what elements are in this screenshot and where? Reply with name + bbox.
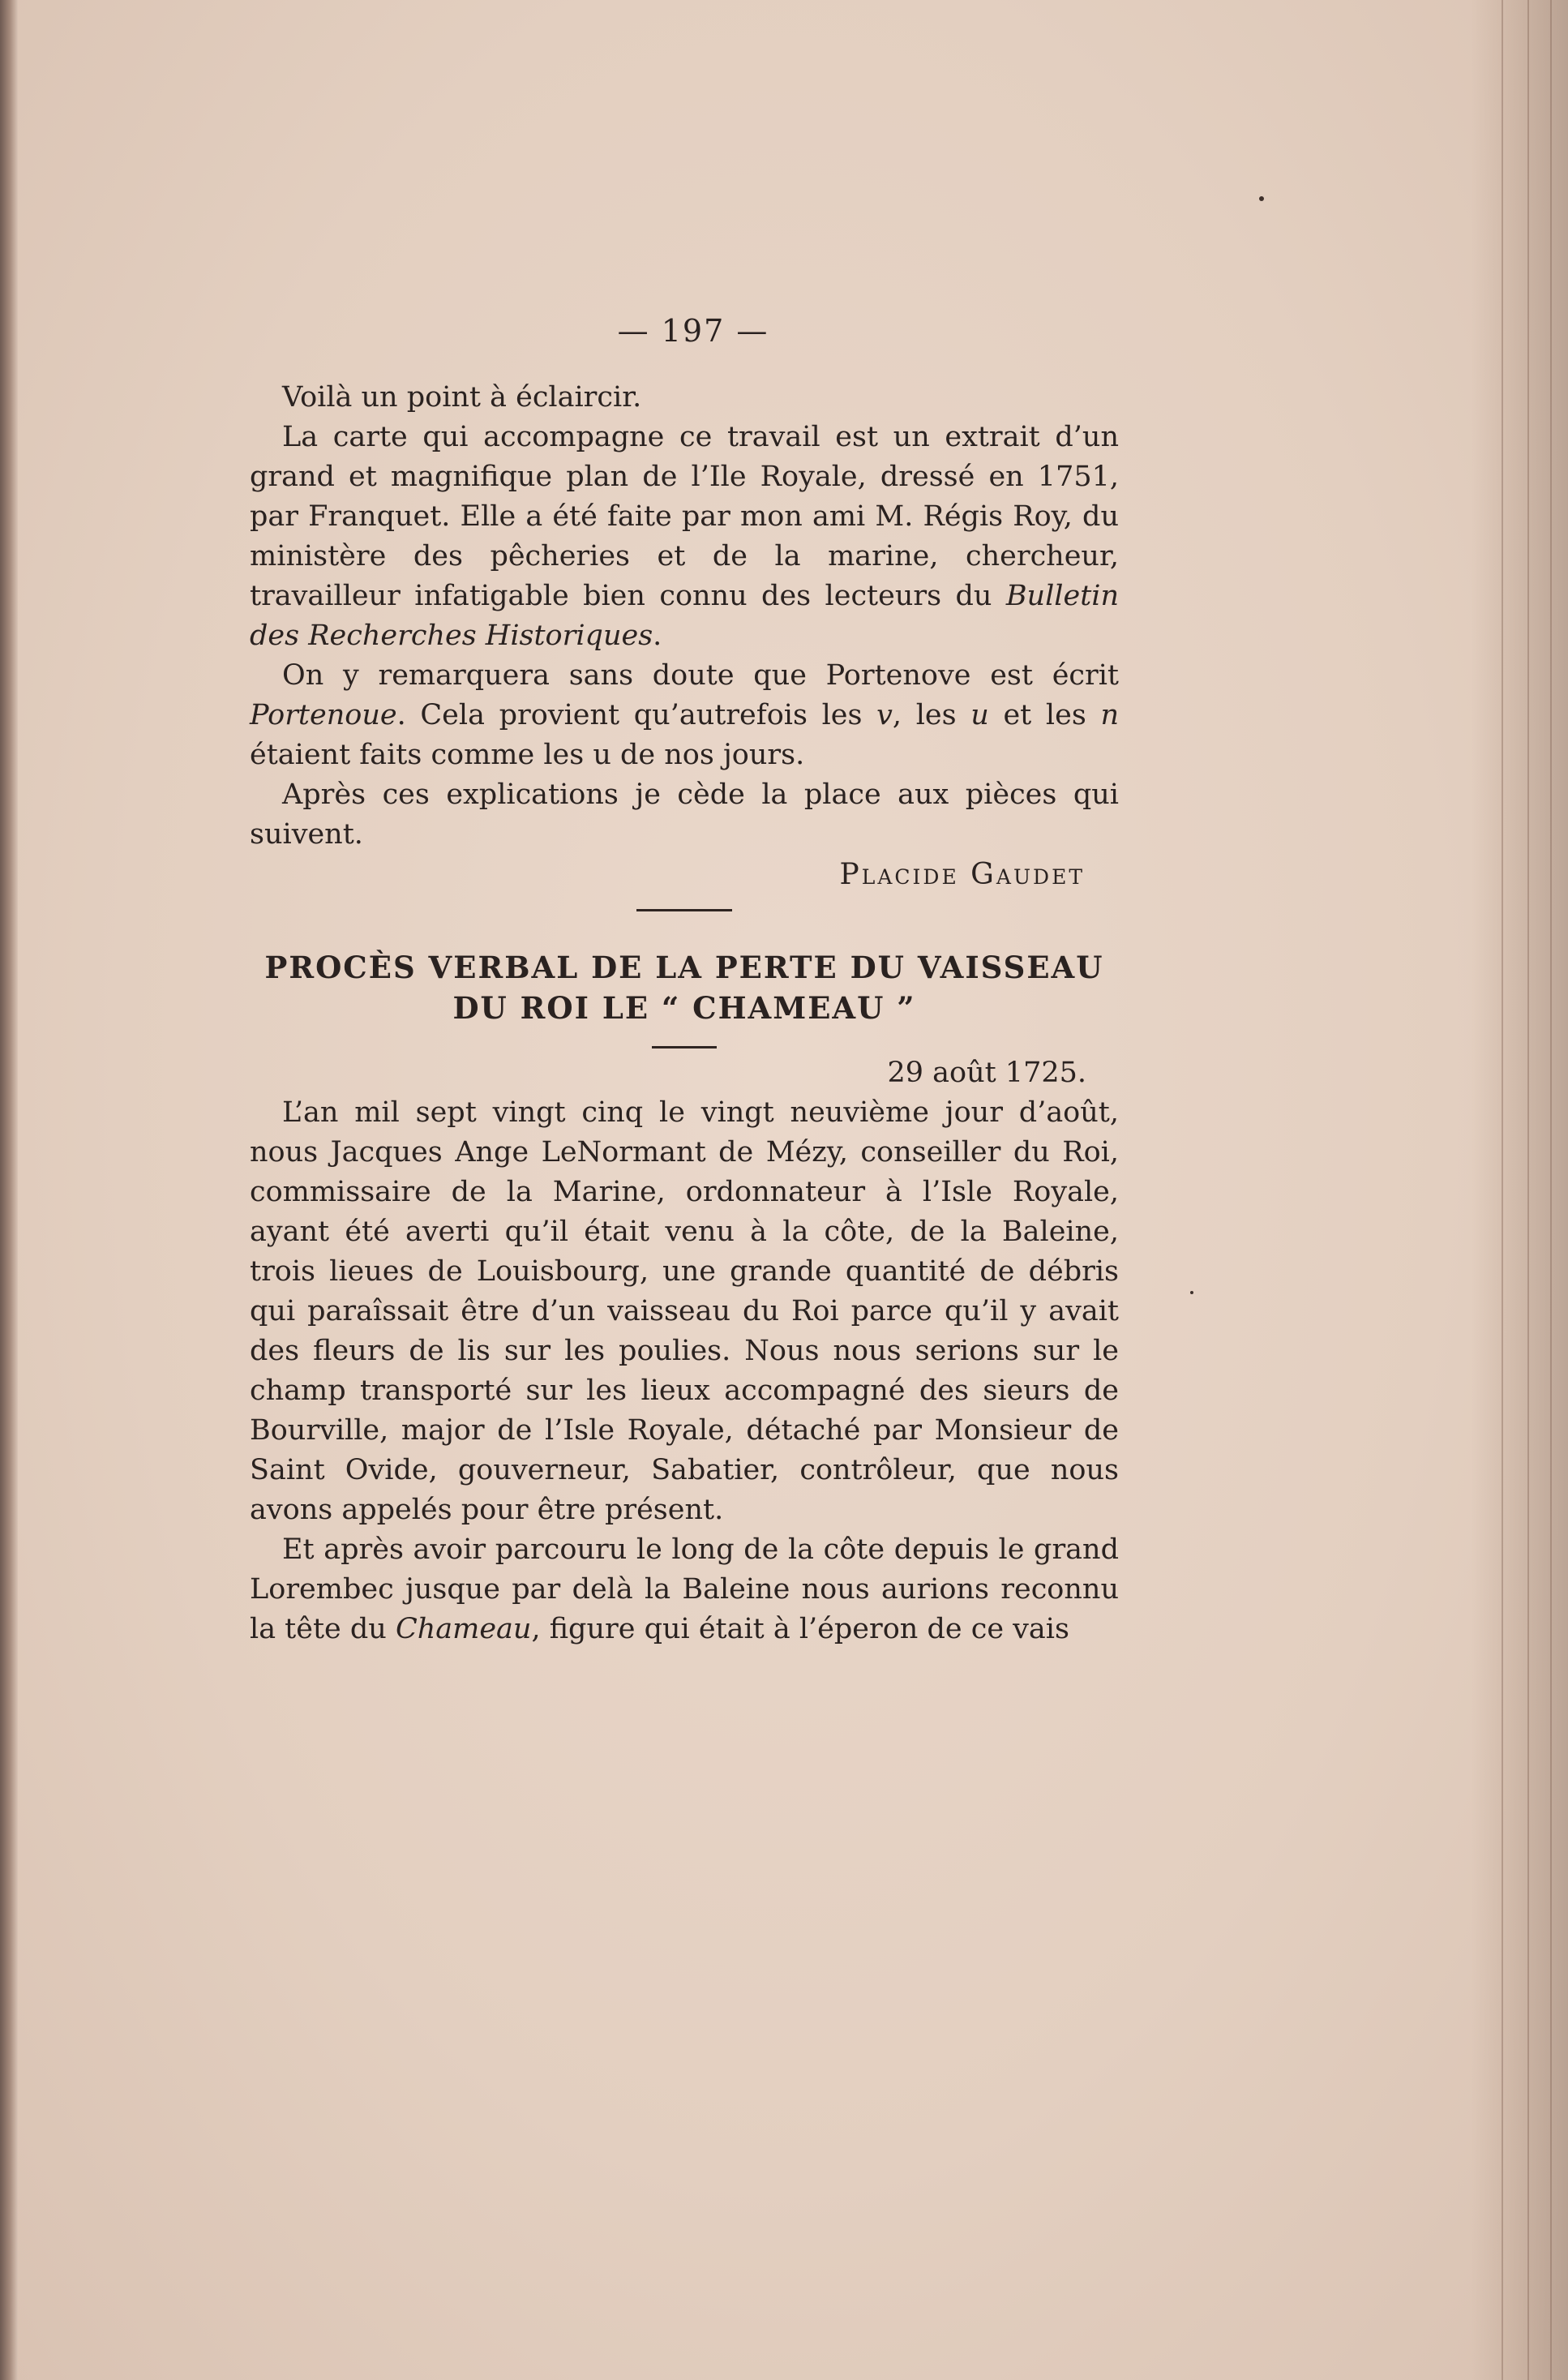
italic-letter: v [876, 699, 893, 731]
body-text: Et après avoir parcouru le long de la côte depuis le grand Lorembec jusque par delà la Baleine nous aurions reconnu la tête du [250, 1533, 1119, 1645]
section-divider [636, 909, 732, 911]
body-paragraph-2 [250, 1530, 1119, 1649]
body-text: , figure qui était à l’éperon de ce vais [531, 1613, 1069, 1645]
intro-text: La carte qui accompagne ce travail est un extrait d’un grand et magnifique plan de l’Ile Royale, dressé en 1751, par Franquet. Elle a été faite par mon ami M. Régis Roy, du ministère des pêcheries et de la marine, chercheur, travailleur infatigable bien connu des lecteurs du [250, 421, 1119, 612]
body-paragraph-1 [250, 1093, 1119, 1530]
intro-text: On y remarquera sans doute que Portenove est écrit [282, 659, 1119, 692]
intro-text: Voilà un point à éclaircir. [282, 381, 642, 414]
ink-speck [1190, 1291, 1193, 1294]
ship-name: Chameau [395, 1613, 532, 1645]
section-title-line-2: DU ROI LE “ CHAMEAU ” [452, 990, 916, 1026]
page-edge-stack [1471, 0, 1568, 2380]
page-edge-line [1550, 0, 1552, 2380]
ink-speck [1259, 196, 1264, 201]
intro-text: . [653, 620, 662, 652]
intro-paragraph-2 [250, 418, 1119, 656]
page-text [250, 378, 1119, 1649]
intro-text: Après ces explications je cède la place aux pièces qui suivent. [250, 778, 1119, 851]
intro-paragraph-3 [250, 656, 1119, 775]
book-binding-shadow [0, 0, 18, 2380]
document-date: 29 août 1725. [887, 1057, 1086, 1089]
intro-text: , les [892, 699, 971, 731]
page-number: — 197 — [617, 313, 769, 349]
page-edge-line [1527, 0, 1529, 2380]
page-edge-line [1502, 0, 1503, 2380]
section-title-line-1: PROCÈS VERBAL DE LA PERTE DU VAISSEAU [264, 950, 1104, 985]
italic-word: Portenoue [250, 699, 397, 731]
intro-paragraph-1 [250, 378, 1119, 418]
section-title [250, 947, 1119, 1028]
italic-letter: n [1100, 699, 1119, 731]
intro-text: et les [988, 699, 1101, 731]
title-underline [652, 1046, 717, 1048]
intro-text: étaient faits comme les u de nos jours. [250, 739, 805, 771]
author-signature: Placide Gaudet [839, 858, 1085, 891]
intro-text: . Cela provient qu’autrefois les [396, 699, 877, 731]
body-text: L’an mil sept vingt cinq le vingt neuvième jour d’août, nous Jacques Ange LeNormant de Mézy, conseiller du Roi, commissaire de la Marine, ordonnateur à l’Isle Royale, ayant été averti qu’il était venu à la côte, de la Baleine, trois lieues de Louisbourg, une grande quantité de débris qui paraîssait être d’un vaisseau du Roi parce qu’il y avait des fleurs de lis sur les poulies. Nous nous serions sur le champ transporté sur les lieux accompagné des sieurs de Bourville, major de l’Isle Royale, détaché par Monsieur de Saint Ovide, gouverneur, Sabatier, contrôleur, que nous avons appelés pour être présent. [250, 1096, 1119, 1526]
italic-letter: u [970, 699, 989, 731]
bulletin-title: Bulletin des Recherches Historiques [250, 580, 1119, 652]
intro-paragraph-4 [250, 775, 1119, 855]
